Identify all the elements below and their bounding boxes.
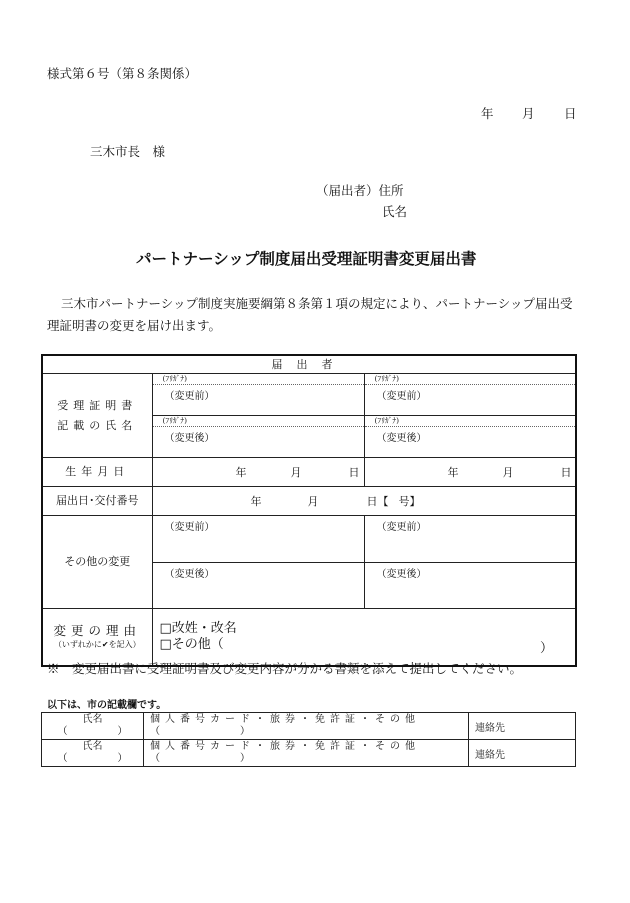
city-name-paren: （ ） [57,726,128,737]
birth-date-cell-1[interactable] [152,458,364,487]
other-before-cell-2[interactable] [364,516,576,563]
document-title: パートナーシップ制度届出受理証明書変更届出書 [136,250,477,268]
date-month: 月 [522,106,535,121]
birth-label: 生年月日 [42,458,152,487]
table-row [42,740,576,767]
city-contact-label: 連絡先 [475,749,505,761]
birth-date-cell-2[interactable] [364,458,576,487]
notification-form [41,354,577,667]
furigana-label: (ﾌﾘｶﾞﾅ) [153,374,364,385]
name-label-line2: 記載の氏名 [57,418,138,432]
other-before-label: （変更前） [164,522,215,533]
name-label-line1: 受理証明書 [57,398,138,412]
other-before-cell-1[interactable] [152,516,364,563]
city-id-cell[interactable] [144,713,469,740]
name-after-cell-1[interactable] [152,416,364,458]
addressee: 三木市長 様 [90,144,166,159]
other-change-label: その他の変更 [42,516,152,609]
issue-month: 月 [307,495,319,508]
name-before-label: （変更前） [376,391,427,402]
birth-year: 年 [235,466,247,479]
furigana-label: (ﾌﾘｶﾞﾅ) [153,416,364,427]
city-contact-cell[interactable] [469,713,576,740]
reason-label: 変更の理由 [53,623,141,638]
name-after-label: （変更後） [376,433,427,444]
city-id-paren: （ ） [150,753,250,764]
birth-month: 月 [502,466,514,479]
footnote: ※ 変更届出書に受理証明書及び変更内容が分かる書類を添えて提出してください。 [47,661,523,676]
city-id-cell[interactable] [144,740,469,767]
city-name-label: 氏名 [82,714,103,725]
city-name-cell[interactable] [42,713,144,740]
other-after-label: （変更後） [164,569,215,580]
birth-month: 月 [290,466,302,479]
reason-option-other-close: ） [540,641,554,656]
birth-day: 日 [348,466,360,479]
furigana-label: (ﾌﾘｶﾞﾅ) [365,374,576,385]
date-day: 日 [564,106,577,121]
city-name-label: 氏名 [82,741,103,752]
applicant-name-label: 氏名 [382,204,408,219]
issue-year: 年 [250,495,262,508]
city-record-table [41,712,576,767]
reason-options-cell [152,609,576,667]
issue-day: 日【 [366,495,389,508]
city-contact-label: 連絡先 [475,722,505,734]
city-section-heading: 以下は、市の記載欄です。 [47,700,167,711]
reason-sublabel: （いずれかに✔を記入） [53,640,141,649]
other-after-cell-1[interactable] [152,563,364,609]
name-before-label: （変更前） [164,391,215,402]
other-before-label: （変更前） [376,522,427,533]
city-id-types: 個人番号カード・旅券・免許証・その他 [150,714,420,725]
date-year: 年 [481,106,494,121]
other-after-label: （変更後） [376,569,427,580]
other-after-cell-2[interactable] [364,563,576,609]
name-before-cell-2[interactable] [364,374,576,416]
name-after-cell-2[interactable] [364,416,576,458]
form-header: 届出者 [42,355,576,374]
birth-year: 年 [447,466,459,479]
birth-day: 日 [560,466,572,479]
applicant-address-label: （届出者）住所 [316,183,404,198]
table-row [42,713,576,740]
reason-option-other-label: □その他（ [159,637,224,652]
name-before-cell-1[interactable] [152,374,364,416]
furigana-label: (ﾌﾘｶﾞﾅ) [365,416,576,427]
issue-cell[interactable] [152,487,576,516]
name-after-label: （変更後） [164,433,215,444]
name-label-cell [42,374,152,458]
city-contact-cell[interactable] [469,740,576,767]
reason-option-other[interactable] [153,637,576,653]
city-id-paren: （ ） [150,726,250,737]
city-id-types: 個人番号カード・旅券・免許証・その他 [150,741,420,752]
issue-number: 号】 [398,495,421,508]
reason-option-name-change[interactable]: □改姓・改名 [159,621,237,636]
issue-label: 届出日･交付番号 [42,487,152,516]
body-text: 三木市パートナーシップ制度実施要綱第８条第１項の規定により、パートナーシップ届出受理証明書の変更を届け出ます。 [47,296,573,333]
form-number: 様式第６号（第８条関係） [47,66,198,81]
reason-label-cell [42,609,152,667]
city-name-cell[interactable] [42,740,144,767]
city-name-paren: （ ） [57,753,128,764]
